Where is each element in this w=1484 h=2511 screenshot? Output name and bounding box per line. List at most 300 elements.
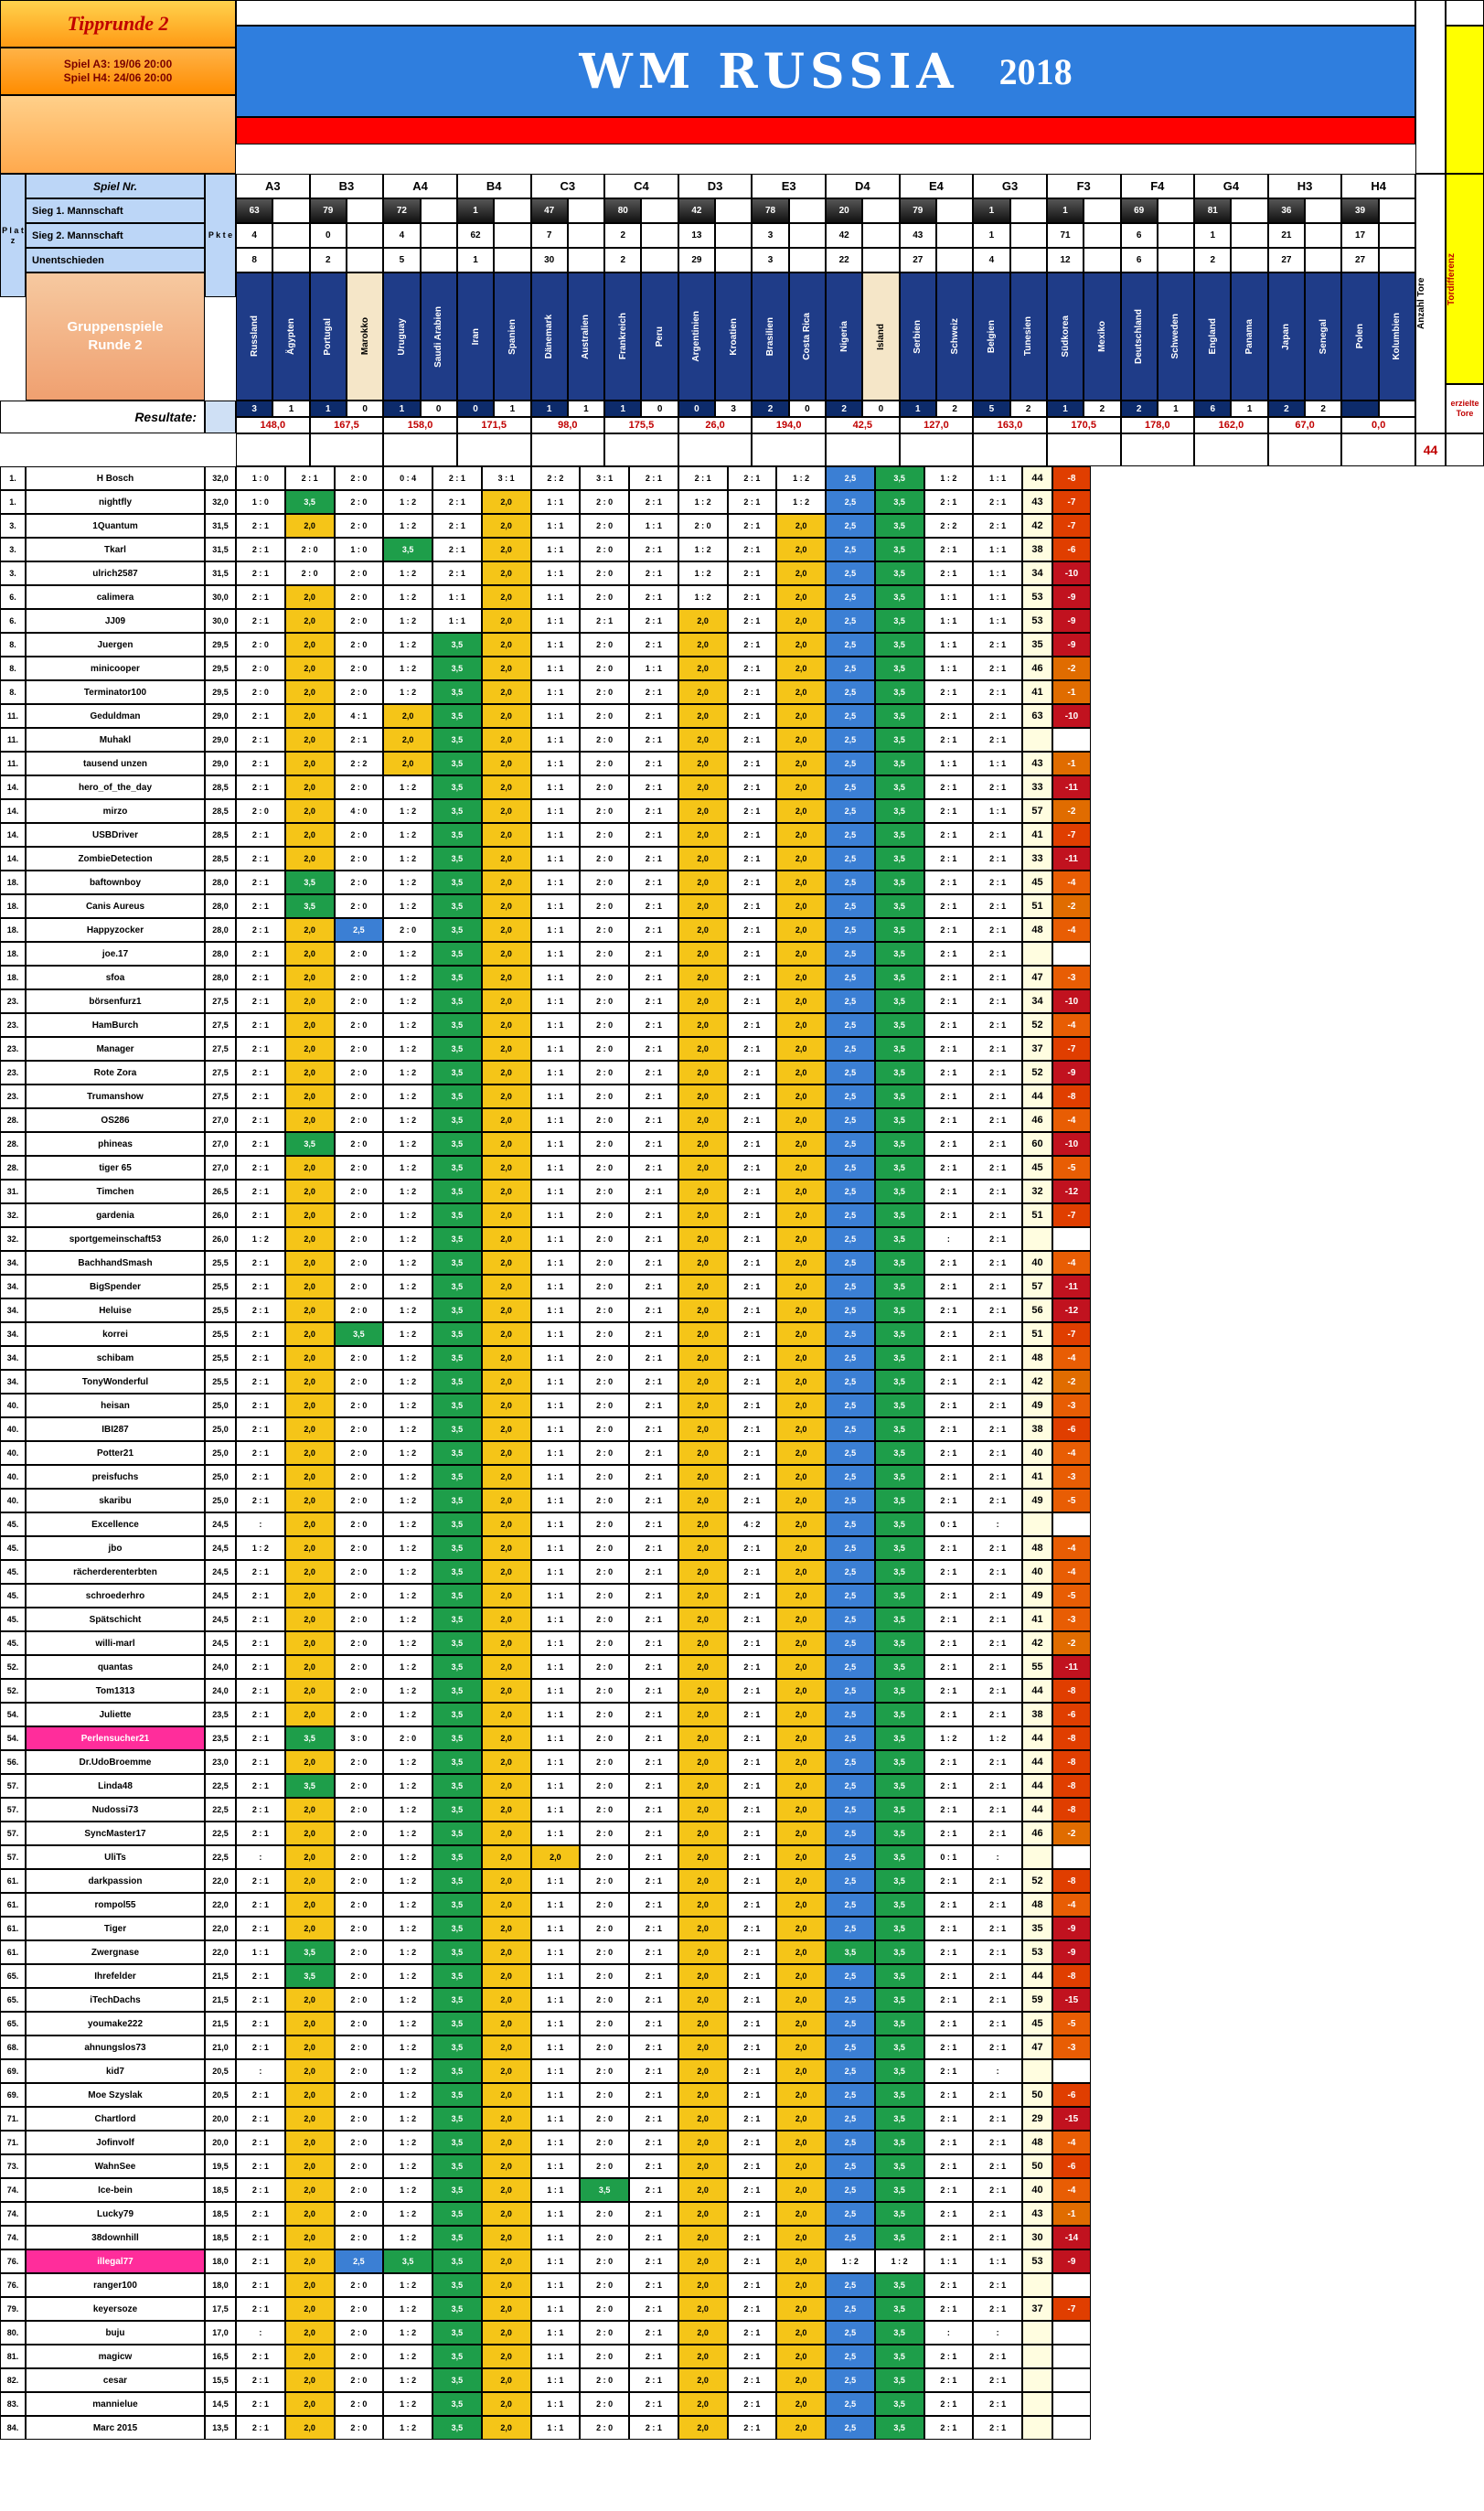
player-goal-diff: -10 (1052, 1132, 1091, 1156)
player-row[interactable] (0, 1512, 1484, 1536)
tip-cell: 2 : 1 (973, 1275, 1022, 1298)
tip-cell: 2,0 (482, 1037, 531, 1061)
player-goal-diff: -2 (1052, 894, 1091, 918)
tip-cell: 3,5 (432, 799, 482, 823)
player-rank: 6. (0, 585, 26, 609)
player-goal-diff: -4 (1052, 2178, 1091, 2202)
player-points: 25,0 (205, 1489, 236, 1512)
player-row[interactable] (0, 1037, 1484, 1061)
tip-cell: 2 : 1 (728, 2059, 777, 2083)
player-goals: 48 (1022, 918, 1052, 942)
tip-cell: 2 : 0 (580, 2392, 629, 2416)
player-row[interactable] (0, 585, 1484, 609)
player-name: Happyzocker (26, 918, 205, 942)
team-name: Südkorea (1060, 315, 1071, 358)
player-row[interactable] (0, 538, 1484, 561)
tip-cell: 1 : 2 (383, 2392, 432, 2416)
player-goals: 34 (1022, 561, 1052, 585)
tip-cell: 2,5 (826, 609, 875, 633)
tip-cell: 2 : 1 (924, 847, 974, 871)
tip-cell: 2,0 (776, 1417, 826, 1441)
tip-cell: 2 : 1 (629, 1584, 678, 1608)
player-rank: 18. (0, 871, 26, 894)
player-goals: 45 (1022, 1156, 1052, 1180)
tip-cell: 2,0 (482, 514, 531, 538)
banner-title: WM RUSSIA (579, 43, 959, 100)
tip-cell: 2,0 (678, 2131, 728, 2154)
player-row[interactable] (0, 1061, 1484, 1085)
tip-cell: 2 : 1 (629, 1536, 678, 1560)
tip-cell: 2 : 1 (973, 1061, 1022, 1085)
player-points: 24,5 (205, 1560, 236, 1584)
player-row[interactable] (0, 2107, 1484, 2131)
tip-cell: 2,5 (826, 2273, 875, 2297)
player-goals: 51 (1022, 1322, 1052, 1346)
player-row[interactable] (0, 1679, 1484, 1703)
tip-cell: 2,0 (776, 2131, 826, 2154)
sieg2-right-C4 (641, 223, 678, 248)
tip-cell: 2,0 (285, 1703, 335, 1726)
player-row[interactable] (0, 752, 1484, 775)
tip-cell: 2 : 1 (973, 871, 1022, 894)
player-rank: 45. (0, 1560, 26, 1584)
player-row[interactable] (0, 1322, 1484, 1346)
result-left-G4: 6 (1194, 401, 1231, 417)
team-name: Peru (655, 326, 666, 347)
tip-cell: 2,0 (678, 1013, 728, 1037)
tip-cell: 2,0 (776, 1227, 826, 1251)
tip-cell: 2 : 1 (924, 1298, 974, 1322)
player-row[interactable] (0, 2178, 1484, 2202)
tip-cell: 2,5 (826, 1108, 875, 1132)
grid-footer-C4 (604, 433, 678, 466)
player-row[interactable] (0, 1655, 1484, 1679)
tip-cell: 2 : 1 (924, 1156, 974, 1180)
player-goal-diff: -9 (1052, 609, 1091, 633)
tip-cell: 2 : 0 (335, 1655, 384, 1679)
unent-right-G4 (1231, 248, 1267, 272)
player-row[interactable] (0, 2036, 1484, 2059)
player-row[interactable] (0, 657, 1484, 680)
tip-cell: 1 : 2 (383, 847, 432, 871)
player-row[interactable] (0, 894, 1484, 918)
tip-cell: 2,0 (285, 752, 335, 775)
player-row[interactable] (0, 2202, 1484, 2226)
player-row[interactable] (0, 1180, 1484, 1203)
player-points: 27,5 (205, 1061, 236, 1085)
tip-cell: 1 : 1 (531, 1108, 581, 1132)
player-points: 14,5 (205, 2392, 236, 2416)
anzahl-tore-label: Anzahl Tore (1416, 277, 1426, 330)
tip-cell: 2,0 (285, 609, 335, 633)
player-name: Manager (26, 1037, 205, 1061)
player-goal-diff: -4 (1052, 871, 1091, 894)
tip-cell: 2 : 0 (580, 2321, 629, 2345)
player-goal-diff: -4 (1052, 1108, 1091, 1132)
tip-cell: 2,0 (776, 2202, 826, 2226)
player-row[interactable] (0, 1394, 1484, 1417)
tip-cell: 2 : 0 (335, 2202, 384, 2226)
player-rank: 11. (0, 752, 26, 775)
player-points: 25,5 (205, 1298, 236, 1322)
tip-cell: 1 : 2 (383, 1893, 432, 1917)
tip-cell: 2 : 1 (973, 1893, 1022, 1917)
player-row[interactable] (0, 1417, 1484, 1441)
player-row[interactable] (0, 1370, 1484, 1394)
player-row[interactable] (0, 942, 1484, 966)
tip-cell: 1 : 1 (531, 2345, 581, 2368)
tip-cell: 2,5 (826, 1489, 875, 1512)
tip-cell: 2 : 1 (973, 1394, 1022, 1417)
player-row[interactable] (0, 1346, 1484, 1370)
player-rank: 32. (0, 1203, 26, 1227)
tip-cell: 3,5 (432, 2226, 482, 2249)
player-row[interactable] (0, 966, 1484, 989)
result-right-B4: 1 (494, 401, 530, 417)
tip-cell: 2,0 (482, 1465, 531, 1489)
player-row[interactable] (0, 1608, 1484, 1631)
tip-cell: 2,0 (678, 1489, 728, 1512)
tip-cell: 1 : 2 (383, 1227, 432, 1251)
tip-cell: 2,0 (776, 728, 826, 752)
player-row[interactable] (0, 633, 1484, 657)
player-goal-diff: -10 (1052, 989, 1091, 1013)
tip-cell: 2,0 (285, 2107, 335, 2131)
player-row[interactable] (0, 1726, 1484, 1750)
player-row[interactable] (0, 1988, 1484, 2012)
player-row[interactable] (0, 2416, 1484, 2440)
tip-cell: 3,5 (875, 1180, 924, 1203)
tip-cell: 3,5 (432, 1798, 482, 1822)
player-row[interactable] (0, 2345, 1484, 2368)
player-goals: 35 (1022, 1917, 1052, 1940)
player-rank: 74. (0, 2178, 26, 2202)
player-row[interactable] (0, 775, 1484, 799)
player-row[interactable] (0, 989, 1484, 1013)
player-row[interactable] (0, 1703, 1484, 1726)
tip-cell: 2,0 (285, 1750, 335, 1774)
player-row[interactable] (0, 2131, 1484, 2154)
tip-cell: 2 : 0 (335, 609, 384, 633)
tip-cell: 2,0 (678, 1251, 728, 1275)
tip-cell: 2 : 1 (924, 1655, 974, 1679)
tip-cell: 1 : 1 (531, 989, 581, 1013)
tip-cell: 3,5 (432, 1203, 482, 1227)
team-name: Portugal (323, 317, 334, 356)
player-row[interactable] (0, 1798, 1484, 1822)
player-goal-diff: -4 (1052, 1441, 1091, 1465)
player-row[interactable] (0, 2012, 1484, 2036)
tip-cell: 2,0 (776, 657, 826, 680)
player-row[interactable] (0, 1560, 1484, 1584)
tip-cell: 2,0 (776, 1822, 826, 1845)
tip-cell: 2,0 (678, 609, 728, 633)
player-row[interactable] (0, 1869, 1484, 1893)
player-row[interactable] (0, 1940, 1484, 1964)
pkte-header: P k t e (205, 174, 236, 297)
player-row[interactable] (0, 1298, 1484, 1322)
tip-cell: 2,0 (678, 752, 728, 775)
tip-cell: 2 : 1 (728, 1227, 777, 1251)
player-row[interactable] (0, 1964, 1484, 1988)
player-goal-diff: -8 (1052, 466, 1091, 490)
tip-cell: 3,5 (875, 1037, 924, 1061)
tip-cell: 2,0 (678, 1417, 728, 1441)
team-left-G3 (973, 272, 1009, 401)
tip-cell: 3,5 (875, 2178, 924, 2202)
player-row[interactable] (0, 1227, 1484, 1251)
player-name: Ihrefelder (26, 1964, 205, 1988)
tip-cell: 2 : 0 (335, 2012, 384, 2036)
tip-cell: 1 : 1 (531, 1037, 581, 1061)
player-goals: 42 (1022, 1631, 1052, 1655)
tip-cell: 3,5 (875, 1489, 924, 1512)
platz-label: P l a t z (2, 225, 24, 245)
tip-cell: 3,5 (875, 1013, 924, 1037)
player-row[interactable] (0, 1132, 1484, 1156)
player-row[interactable] (0, 1536, 1484, 1560)
spiel-nr-header: Spiel Nr. (26, 174, 205, 198)
tip-cell: 3,5 (432, 1822, 482, 1845)
tip-cell: 2,0 (285, 1893, 335, 1917)
tip-cell: 2 : 0 (580, 633, 629, 657)
tip-cell: 2 : 1 (728, 1394, 777, 1417)
tip-cell: : (973, 1512, 1022, 1536)
player-row[interactable] (0, 2297, 1484, 2321)
player-goal-diff: -15 (1052, 2107, 1091, 2131)
tip-cell: 2,5 (826, 918, 875, 942)
match-id-E4: E4 (900, 174, 974, 198)
tip-cell: 1 : 2 (383, 2131, 432, 2154)
tip-cell: 3,5 (432, 1655, 482, 1679)
player-row[interactable] (0, 1441, 1484, 1465)
tip-cell: 2 : 1 (236, 1203, 285, 1227)
tip-cell: 2,5 (826, 1869, 875, 1893)
tip-cell: 2 : 1 (728, 1798, 777, 1822)
tip-cell: 1 : 1 (973, 799, 1022, 823)
result-left-H4 (1341, 401, 1378, 417)
player-rank: 40. (0, 1489, 26, 1512)
tip-cell: 2 : 1 (236, 1346, 285, 1370)
unent-right-A3 (272, 248, 309, 272)
sieg1-right-F4 (1158, 198, 1194, 223)
tip-cell: 2,0 (482, 1298, 531, 1322)
player-row[interactable] (0, 1893, 1484, 1917)
result-left-F3: 1 (1047, 401, 1084, 417)
tip-cell: 2 : 0 (335, 823, 384, 847)
player-row[interactable] (0, 2321, 1484, 2345)
tip-cell: : (236, 2321, 285, 2345)
player-points: 28,0 (205, 942, 236, 966)
player-row[interactable] (0, 2392, 1484, 2416)
player-row[interactable] (0, 2226, 1484, 2249)
player-row[interactable] (0, 1275, 1484, 1298)
player-row[interactable] (0, 1917, 1484, 1940)
tip-cell: 2 : 1 (236, 1251, 285, 1275)
tip-cell: 1 : 1 (531, 609, 581, 633)
tip-cell: 2 : 0 (335, 1465, 384, 1489)
tip-cell: 2,0 (776, 1845, 826, 1869)
tip-cell: 2 : 1 (924, 2297, 974, 2321)
next-matches-box (0, 48, 236, 95)
tip-cell: 1 : 1 (531, 1893, 581, 1917)
tip-cell: 3,5 (432, 871, 482, 894)
tip-cell: 2,5 (826, 728, 875, 752)
tip-cell: 1 : 2 (383, 680, 432, 704)
tip-cell: 2 : 0 (580, 989, 629, 1013)
player-points: 25,0 (205, 1441, 236, 1465)
tip-cell: 2 : 1 (728, 1203, 777, 1227)
player-rank: 71. (0, 2131, 26, 2154)
team-name: Polen (1355, 324, 1366, 349)
player-row[interactable] (0, 1203, 1484, 1227)
player-row[interactable] (0, 704, 1484, 728)
sieg1-header: Sieg 1. Mannschaft (26, 198, 205, 223)
tip-cell: 1 : 2 (383, 1203, 432, 1227)
player-row[interactable] (0, 1489, 1484, 1512)
result-right-A3: 1 (272, 401, 309, 417)
tip-cell: 2 : 0 (335, 1251, 384, 1275)
player-rank: 34. (0, 1346, 26, 1370)
player-row[interactable] (0, 680, 1484, 704)
player-row[interactable] (0, 466, 1484, 490)
player-row[interactable] (0, 1085, 1484, 1108)
player-row[interactable] (0, 1774, 1484, 1798)
player-row[interactable] (0, 2273, 1484, 2297)
tip-cell: 2 : 1 (973, 1655, 1022, 1679)
tip-cell: 3,5 (875, 633, 924, 657)
tip-cell: 2,0 (285, 1085, 335, 1108)
tip-cell: 2 : 1 (973, 2368, 1022, 2392)
player-row[interactable] (0, 799, 1484, 823)
tip-cell: 2,0 (482, 538, 531, 561)
tip-cell: 2 : 0 (335, 1536, 384, 1560)
player-goal-diff: -1 (1052, 2202, 1091, 2226)
tip-cell: 2 : 0 (580, 1631, 629, 1655)
player-row[interactable] (0, 1156, 1484, 1180)
tip-cell: 2 : 1 (924, 1560, 974, 1584)
tip-cell: 2,0 (285, 2131, 335, 2154)
player-goals: 59 (1022, 1988, 1052, 2012)
tip-cell: 3,5 (432, 1560, 482, 1584)
tip-cell: 3,5 (432, 2178, 482, 2202)
player-goal-diff: -9 (1052, 633, 1091, 657)
player-row[interactable] (0, 918, 1484, 942)
team-name: Marokko (359, 317, 370, 356)
tip-cell: 2,0 (678, 871, 728, 894)
player-points: 28,0 (205, 918, 236, 942)
player-row[interactable] (0, 2154, 1484, 2178)
player-row[interactable] (0, 609, 1484, 633)
unent-count-G3: 4 (973, 248, 1009, 272)
tip-cell: 2 : 1 (629, 942, 678, 966)
tip-cell: 1 : 2 (383, 1298, 432, 1322)
tip-cell: 1 : 1 (531, 1917, 581, 1940)
tip-cell: 2 : 1 (629, 1275, 678, 1298)
tip-cell: 2 : 1 (973, 1536, 1022, 1560)
tip-cell: 1 : 1 (924, 2249, 974, 2273)
tip-cell: 2 : 0 (335, 657, 384, 680)
player-row[interactable] (0, 871, 1484, 894)
sieg2-right-F4 (1158, 223, 1194, 248)
sieg2-count-H3: 21 (1268, 223, 1305, 248)
tip-cell: 2 : 1 (924, 1203, 974, 1227)
tip-cell: 2,5 (826, 1655, 875, 1679)
player-row[interactable] (0, 490, 1484, 514)
player-name: Linda48 (26, 1774, 205, 1798)
player-row[interactable] (0, 1584, 1484, 1608)
player-row[interactable] (0, 1108, 1484, 1132)
player-name: Dr.UdoBroemme (26, 1750, 205, 1774)
tip-cell: 1 : 2 (383, 1251, 432, 1275)
player-points: 29,0 (205, 704, 236, 728)
player-goals: 46 (1022, 657, 1052, 680)
player-row[interactable] (0, 1465, 1484, 1489)
tip-cell: 1 : 1 (236, 1940, 285, 1964)
tip-cell: 2 : 1 (924, 538, 974, 561)
tip-cell: 2 : 1 (629, 2416, 678, 2440)
player-row[interactable] (0, 823, 1484, 847)
player-goal-diff: -7 (1052, 823, 1091, 847)
tip-cell: 2 : 1 (924, 728, 974, 752)
player-row[interactable] (0, 1631, 1484, 1655)
tip-cell: 2 : 1 (728, 704, 777, 728)
player-row[interactable] (0, 1251, 1484, 1275)
player-row[interactable] (0, 2083, 1484, 2107)
tip-cell: 2,0 (482, 1536, 531, 1560)
tip-cell: 2,0 (678, 1370, 728, 1394)
player-row[interactable] (0, 728, 1484, 752)
player-row[interactable] (0, 1822, 1484, 1845)
tip-cell: 2 : 1 (728, 2226, 777, 2249)
player-row[interactable] (0, 1750, 1484, 1774)
result-left-H3: 2 (1268, 401, 1305, 417)
player-goal-diff (1052, 2416, 1091, 2440)
tordifferenz-header (1446, 174, 1484, 384)
sieg1-right-D4 (862, 198, 899, 223)
result-left-D3: 0 (678, 401, 715, 417)
tip-cell: 2 : 0 (580, 1156, 629, 1180)
tip-cell: 2,0 (285, 728, 335, 752)
tip-cell: 1 : 1 (531, 1822, 581, 1845)
tip-cell: 3,5 (432, 1940, 482, 1964)
player-row[interactable] (0, 561, 1484, 585)
player-name: schibam (26, 1346, 205, 1370)
player-row[interactable] (0, 2059, 1484, 2083)
player-row[interactable] (0, 1845, 1484, 1869)
sieg2-right-F3 (1084, 223, 1120, 248)
player-row[interactable] (0, 1013, 1484, 1037)
tip-cell: 2 : 1 (236, 1798, 285, 1822)
match-id-C3: C3 (531, 174, 605, 198)
tip-cell: : (973, 2321, 1022, 2345)
tip-cell: 2 : 0 (335, 2083, 384, 2107)
tip-cell: 2,0 (776, 1750, 826, 1774)
player-row[interactable] (0, 2368, 1484, 2392)
player-row[interactable] (0, 2249, 1484, 2273)
tip-cell: 1 : 2 (383, 1703, 432, 1726)
player-row[interactable] (0, 514, 1484, 538)
unent-right-E3 (789, 248, 826, 272)
player-goal-diff: -2 (1052, 1370, 1091, 1394)
tip-cell: 2 : 1 (924, 1750, 974, 1774)
player-row[interactable] (0, 847, 1484, 871)
tip-cell: 2,0 (678, 2416, 728, 2440)
tip-cell: 2 : 1 (236, 1085, 285, 1108)
tip-cell: 3,5 (875, 989, 924, 1013)
tip-cell: 3,5 (383, 2249, 432, 2273)
tip-cell: 2 : 1 (629, 2154, 678, 2178)
